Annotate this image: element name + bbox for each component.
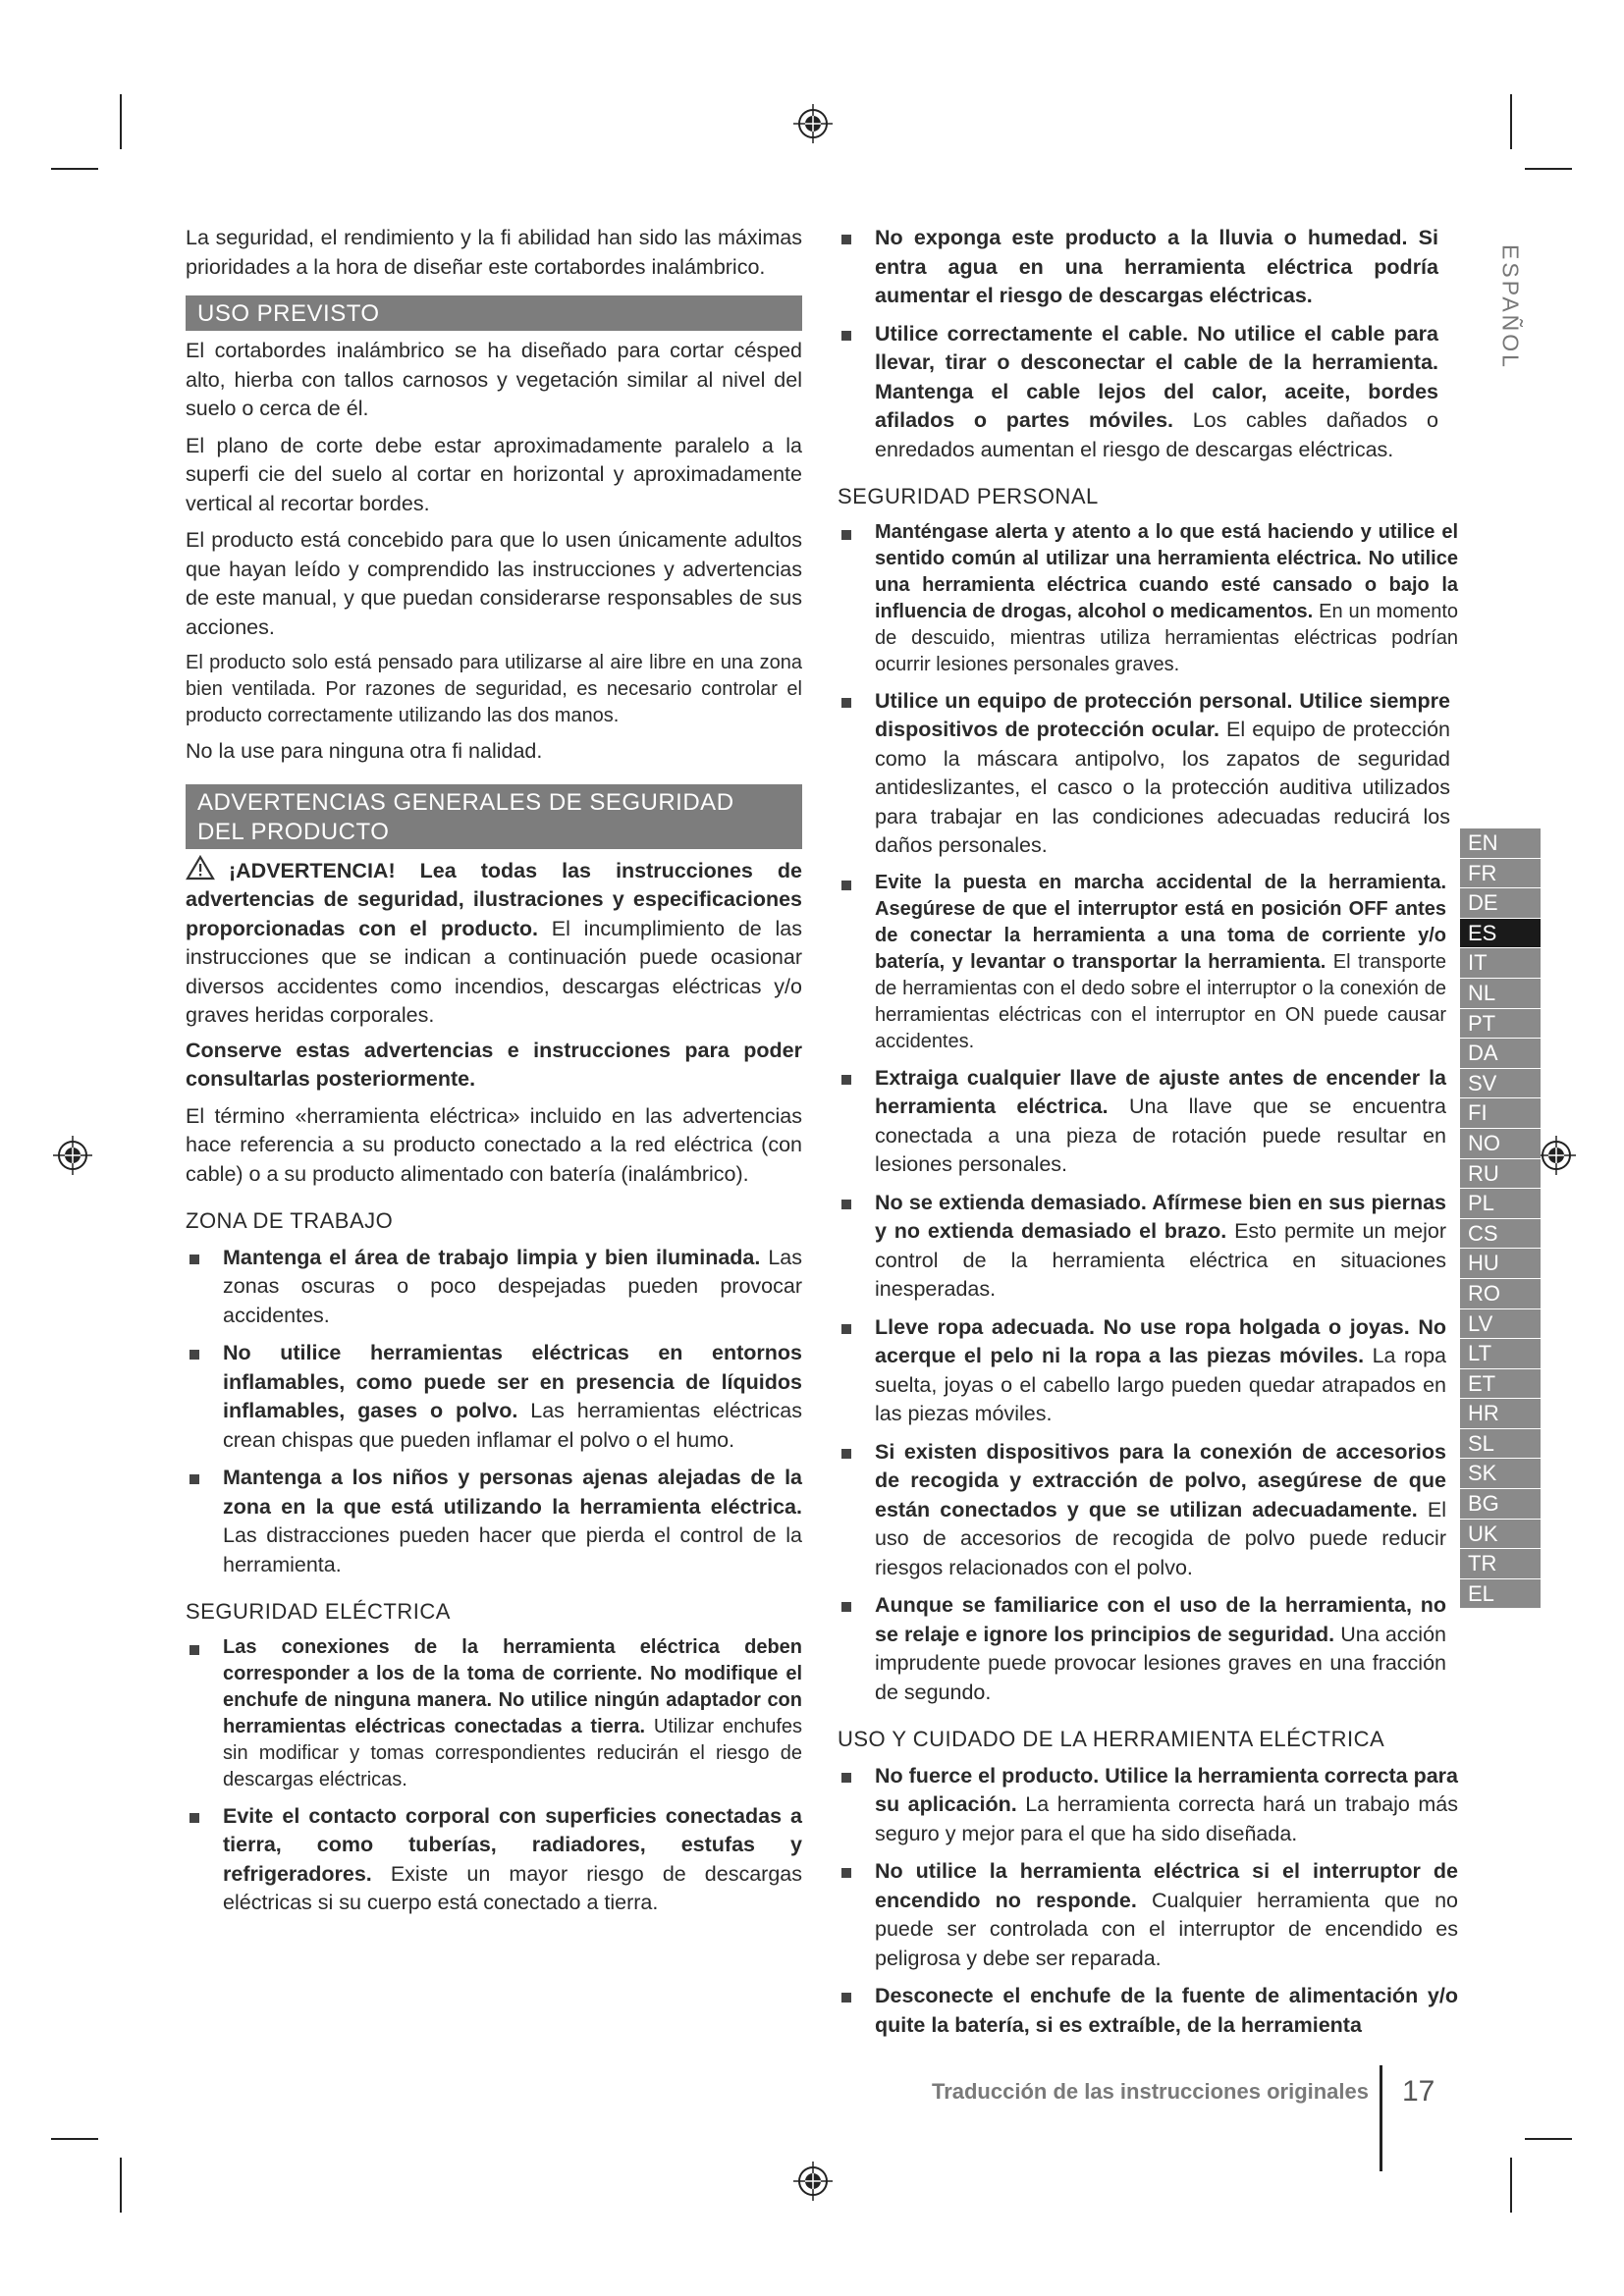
language-side-label: ESPAÑOL <box>1497 244 1524 370</box>
language-tab-uk[interactable]: UK <box>1460 1520 1541 1550</box>
language-tab-ro[interactable]: RO <box>1460 1279 1541 1309</box>
paragraph: El cortabordes inalámbrico se ha diseñado para cortar césped alto, hierba con tallos carnosos y vegetación similar al nivel del suelo o cerca de él. <box>186 339 802 420</box>
crop-mark <box>120 94 122 149</box>
list-item: No exponga este producto a la lluvia o humedad. Si entra agua en una herramienta eléctrica podría aumentar el riesgo de descargas eléctricas. <box>838 224 1458 311</box>
intro-paragraph: La seguridad, el rendimiento y la fi abilidad han sido las máximas prioridades a la hora de diseñar este cortabordes inalámbrico. <box>186 226 802 279</box>
crop-mark <box>1525 168 1572 170</box>
language-tab-hr[interactable]: HR <box>1460 1399 1541 1429</box>
language-tab-sv[interactable]: SV <box>1460 1069 1541 1099</box>
language-tab-no[interactable]: NO <box>1460 1129 1541 1159</box>
language-tab-bg[interactable]: BG <box>1460 1489 1541 1520</box>
paragraph: El término «herramienta eléctrica» incluido en las advertencias hace referencia a su producto conectado a la red eléctrica (con cable) o a su producto alimentado con batería (inalámbrico). <box>186 1103 802 1186</box>
list-item: Evite la puesta en marcha accidental de la herramienta. Asegúrese de que el interruptor está en posición OFF antes de conectar la herramienta a una toma de corriente y/o batería, y levantar o transportar la herramienta. El transporte de herramientas con el dedo sobre el interruptor o la conexión de herramientas eléctricas con el interruptor en ON puede causar accidentes. <box>838 870 1458 1055</box>
registration-mark-icon <box>51 1134 94 1177</box>
list-item: No fuerce el producto. Utilice la herramienta correcta para su aplicación. La herramienta correcta hará un trabajo más seguro y mejor para el que ha sido diseñada. <box>838 1762 1458 1849</box>
language-tab-sl[interactable]: SL <box>1460 1429 1541 1460</box>
paragraph: El producto está concebido para que lo usen únicamente adultos que hayan leído y comprendido las instrucciones y advertencias de este manual, y que puedan considerarse responsables de sus acciones. <box>186 528 802 639</box>
conserve-notice: Conserve estas advertencias e instrucciones para poder consultarlas posteriormente. <box>186 1038 802 1091</box>
language-tab-it[interactable]: IT <box>1460 948 1541 979</box>
list-item: Las conexiones de la herramienta eléctrica deben corresponder a los de la toma de corriente. No modifique el enchufe de ninguna manera. No utilice ningún adaptador con herramientas eléctricas conectadas a tierra. Utilizar enchufes sin modificar y tomas correspondientes reducirán el riesgo de descargas eléctricas. <box>186 1634 802 1793</box>
left-column <box>186 224 802 1927</box>
footer-divider <box>1380 2065 1382 2171</box>
page-number: 17 <box>1402 2075 1435 2108</box>
language-tab-cs[interactable]: CS <box>1460 1219 1541 1250</box>
language-tab-da[interactable]: DA <box>1460 1039 1541 1069</box>
language-tab-sk[interactable]: SK <box>1460 1459 1541 1489</box>
subheading-personal: SEGURIDAD PERSONAL <box>838 484 1099 508</box>
language-tab-el[interactable]: EL <box>1460 1579 1541 1610</box>
subheading-electrica: SEGURIDAD ELÉCTRICA <box>186 1599 451 1624</box>
language-tab-tr[interactable]: TR <box>1460 1549 1541 1579</box>
paragraph: El producto solo está pensado para utilizarse al aire libre en una zona bien ventilada. Por razones de seguridad, es necesario controlar el producto correctamente utilizando las dos manos. <box>186 652 802 726</box>
section-heading-uso-previsto: USO PREVISTO <box>186 295 802 331</box>
list-item: Mantenga a los niños y personas ajenas alejadas de la zona en la que está utilizando la herramienta eléctrica. Las distracciones pueden hacer que pierda el control de la herramienta. <box>186 1464 802 1579</box>
list-item: Lleve ropa adecuada. No use ropa holgada o joyas. No acerque el pelo ni la ropa a las piezas móviles. La ropa suelta, joyas o el cabello largo pueden quedar atrapados en las piezas móviles. <box>838 1313 1458 1429</box>
language-tab-lt[interactable]: LT <box>1460 1339 1541 1369</box>
list-item: Mantenga el área de trabajo limpia y bien iluminada. Las zonas oscuras o poco despejadas pueden provocar accidentes. <box>186 1244 802 1331</box>
list-item: Utilice correctamente el cable. No utilice el cable para llevar, tirar o desconectar el cable de la herramienta. Mantenga el cable lejos del calor, aceite, bordes afilados o partes móviles. Los cables dañados o enredados aumentan el riesgo de descargas eléctricas. <box>838 320 1458 465</box>
footer-translation-note: Traducción de las instrucciones originales <box>931 2079 1369 2104</box>
language-tab-pl[interactable]: PL <box>1460 1189 1541 1219</box>
crop-mark <box>1525 2138 1572 2140</box>
list-item: Manténgase alerta y atento a lo que está haciendo y utilice el sentido común al utilizar una herramienta eléctrica. No utilice una herramienta eléctrica cuando esté cansado o bajo la influencia de drogas, alcohol o medicamentos. En un momento de descuido, mientras utiliza herramientas eléctricas podrían ocurrir lesiones personales graves. <box>838 519 1458 678</box>
language-tabs <box>1460 828 1541 1609</box>
list-item: No utilice herramientas eléctricas en entornos inflamables, como puede ser en presencia de líquidos inflamables, gases o polvo. Las herramientas eléctricas crean chispas que pueden inflamar el polvo o el humo. <box>186 1339 802 1455</box>
language-tab-fr[interactable]: FR <box>1460 859 1541 889</box>
crop-mark <box>1510 2158 1512 2213</box>
language-tab-ru[interactable]: RU <box>1460 1159 1541 1190</box>
warning-triangle-icon <box>186 855 215 881</box>
warning-block: ¡ADVERTENCIA! Lea todas las instrucciones de advertencias de seguridad, ilustraciones y especificaciones proporcionadas con el producto. El incumplimiento de las instrucciones que se indican a continuación puede ocasionar diversos accidentes como incendios, descargas eléctricas y/o graves heridas corporales. <box>186 855 802 1031</box>
list-item: Desconecte el enchufe de la fuente de alimentación y/o quite la batería, si es extraíble, de la herramienta <box>838 1982 1458 2040</box>
subheading-uso-cuidado: USO Y CUIDADO DE LA HERRAMIENTA ELÉCTRICA <box>838 1727 1385 1751</box>
paragraph: El plano de corte debe estar aproximadamente paralelo a la superfi cie del suelo al cortar en horizontal y aproximadamente vertical al recortar bordes. <box>186 433 802 515</box>
subheading-zona: ZONA DE TRABAJO <box>186 1208 394 1233</box>
registration-mark-icon <box>791 102 835 145</box>
language-tab-de[interactable]: DE <box>1460 888 1541 919</box>
list-item: Extraiga cualquier llave de ajuste antes de encender la herramienta eléctrica. Una llave que se encuentra conectada a una pieza de rotación puede resultar en lesiones personales. <box>838 1064 1458 1180</box>
language-tab-et[interactable]: ET <box>1460 1369 1541 1400</box>
registration-mark-icon <box>1535 1134 1578 1177</box>
language-tab-en[interactable]: EN <box>1460 828 1541 859</box>
registration-mark-icon <box>791 2160 835 2203</box>
language-tab-nl[interactable]: NL <box>1460 979 1541 1009</box>
right-column <box>838 224 1458 2049</box>
section-heading-advertencias: ADVERTENCIAS GENERALES DE SEGURIDAD DEL PRODUCTO <box>186 784 802 849</box>
list-item: Evite el contacto corporal con superficies conectadas a tierra, como tuberías, radiadores, estufas y refrigeradores. Existe un mayor riesgo de descargas eléctricas si su cuerpo está conectado a tierra. <box>186 1802 802 1918</box>
crop-mark <box>51 168 98 170</box>
language-tab-fi[interactable]: FI <box>1460 1098 1541 1129</box>
crop-mark <box>51 2138 98 2140</box>
list-item: Aunque se familiarice con el uso de la herramienta, no se relaje e ignore los principios de seguridad. Una acción imprudente puede provocar lesiones graves en una fracción de segundo. <box>838 1591 1458 1707</box>
list-item: Si existen dispositivos para la conexión de accesorios de recogida y extracción de polvo, asegúrese de que están conectados y que se utilizan adecuadamente. El uso de accesorios de recogida de polvo puede reducir riesgos relacionados con el polvo. <box>838 1438 1458 1583</box>
crop-mark <box>1510 94 1512 149</box>
language-tab-es[interactable]: ES <box>1460 919 1541 949</box>
language-tab-hu[interactable]: HU <box>1460 1249 1541 1279</box>
list-item: No utilice la herramienta eléctrica si el interruptor de encendido no responde. Cualquier herramienta que no puede ser controlada con el interruptor de encendido es peligrosa y debe ser reparada. <box>838 1857 1458 1973</box>
list-item: Utilice un equipo de protección personal. Utilice siempre dispositivos de protección ocular. El equipo de protección como la máscara antipolvo, los zapatos de seguridad antideslizantes, el casco o la protección auditiva utilizados para trabajar en las condiciones adecuadas reducirá los daños personales. <box>838 687 1458 861</box>
paragraph: No la use para ninguna otra fi nalidad. <box>186 739 543 763</box>
list-item: No se extienda demasiado. Afírmese bien en sus piernas y no extienda demasiado el brazo. Esto permite un mejor control de la herramienta eléctrica en situaciones inesperadas. <box>838 1189 1458 1305</box>
language-tab-lv[interactable]: LV <box>1460 1309 1541 1340</box>
crop-mark <box>120 2158 122 2213</box>
language-tab-pt[interactable]: PT <box>1460 1009 1541 1040</box>
